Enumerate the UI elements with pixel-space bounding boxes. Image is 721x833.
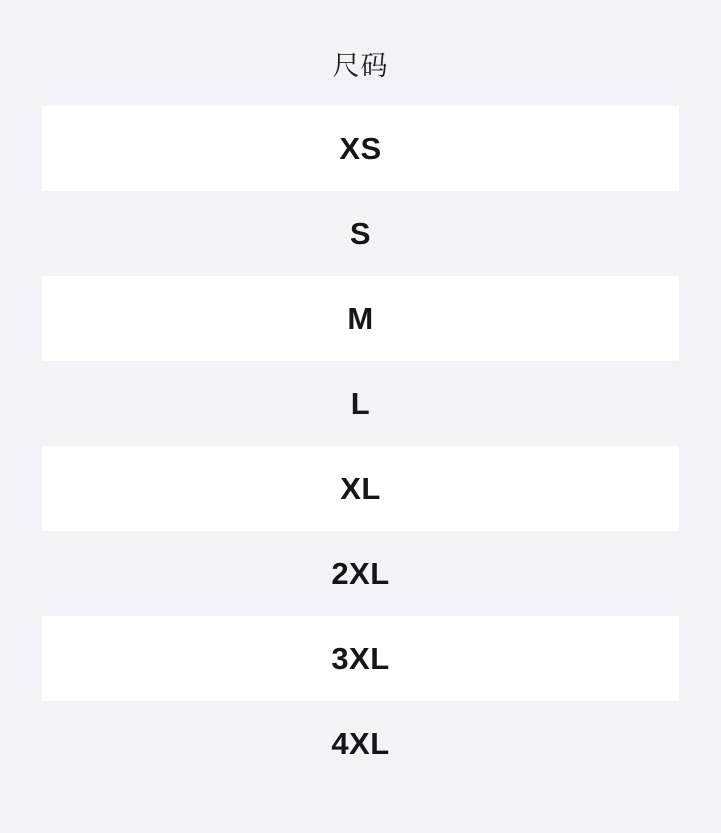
page-title: 尺码 <box>332 51 389 81</box>
list-item[interactable] <box>42 446 679 531</box>
size-label: 3XL <box>331 640 390 676</box>
list-item[interactable] <box>42 276 679 361</box>
list-item[interactable] <box>42 616 679 701</box>
list-item[interactable] <box>42 701 679 786</box>
size-label: L <box>350 385 371 421</box>
list-item[interactable] <box>42 531 679 616</box>
size-list <box>42 106 679 786</box>
size-label: 4XL <box>331 725 390 761</box>
size-label: XS <box>339 130 382 166</box>
size-label: 2XL <box>331 555 390 591</box>
size-label: M <box>347 300 374 336</box>
list-item[interactable] <box>42 106 679 191</box>
size-label: XL <box>340 470 381 506</box>
list-item[interactable] <box>42 361 679 446</box>
list-item[interactable] <box>42 191 679 276</box>
size-label: S <box>349 215 372 251</box>
